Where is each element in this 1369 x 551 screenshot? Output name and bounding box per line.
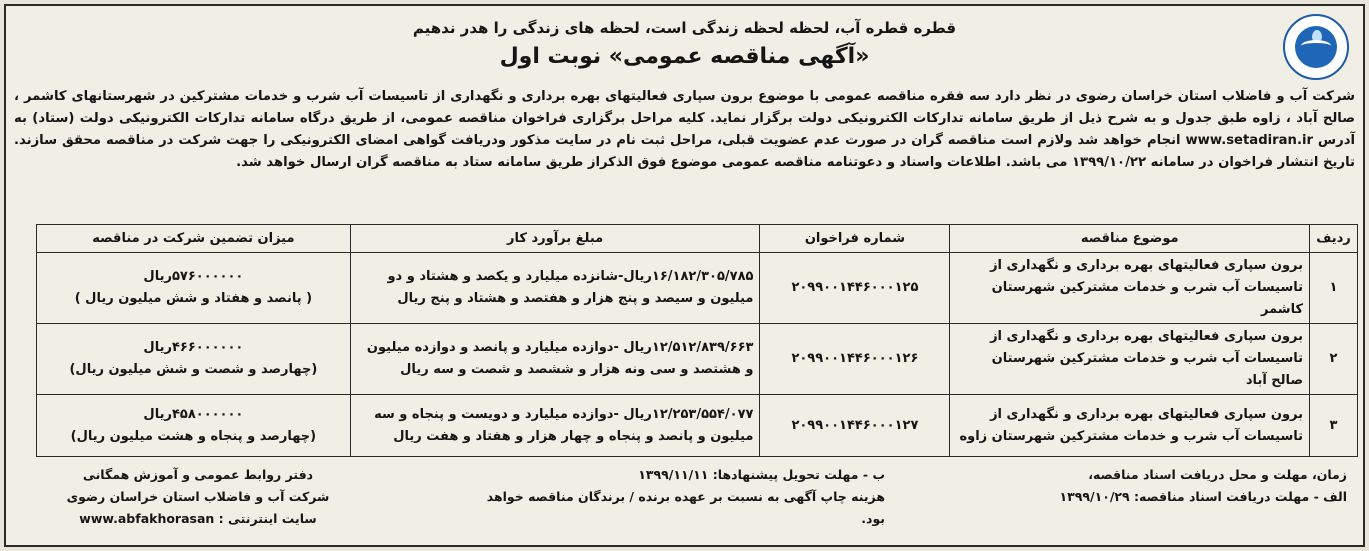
header-idx: ردیف [1310, 225, 1358, 253]
guarantee-amount: ۴۵۸۰۰۰۰۰۰ریال [143, 406, 244, 422]
table-row [37, 395, 1358, 457]
guarantee-words: (چهارصد و پنجاه و هشت میلیون ریال) [70, 428, 317, 444]
row-guarantee [37, 253, 351, 324]
signature-block [18, 464, 378, 530]
office-name: دفتر روابط عمومی و آموزش همگانی [82, 467, 314, 482]
guarantee-words: ( پانصد و هفتاد و شش میلیون ریال ) [74, 291, 313, 306]
notice-title: «آگهی مناقصه عمومی» نوبت اول [499, 44, 870, 69]
header-call-no: شماره فراخوان [760, 225, 950, 253]
row-call-no: ۲۰۹۹۰۰۱۴۴۶۰۰۰۱۲۷ [760, 395, 950, 457]
row-estimate: ۱۲/۵۱۲/۸۳۹/۶۶۳ریال -دوازده میلیارد و پانصد و دوازده میلیون و هشتصد و سی ونه هزار و ششصد و شصت و سه ریال [350, 324, 760, 395]
tender-table [36, 224, 1358, 457]
company-logo [1283, 14, 1349, 80]
logo-wave-icon [1301, 40, 1331, 52]
row-call-no: ۲۰۹۹۰۰۱۴۴۶۰۰۰۱۲۵ [760, 253, 950, 324]
company-name: شرکت آب و فاضلاب استان خراسان رضوی [66, 489, 330, 504]
row-guarantee [37, 324, 351, 395]
header-subject: موضوع مناقصه [950, 225, 1310, 253]
deadline-block [1027, 464, 1347, 508]
submission-block [465, 464, 885, 530]
row-subject: برون سپاری فعالیتهای بهره برداری و نگهداری از تاسیسات آب شرب و خدمات مشترکین شهرستان کاشمر [950, 253, 1310, 324]
deadline-documents: الف - مهلت دریافت اسناد مناقصه: ۱۳۹۹/۱۰/۲۹ [1059, 489, 1347, 504]
row-call-no: ۲۰۹۹۰۰۱۴۴۶۰۰۰۱۲۶ [760, 324, 950, 395]
slogan: قطره قطره آب، لحظه لحظه زندگی است، لحظه های زندگی را هدر ندهیم [412, 19, 957, 37]
guarantee-words: (چهارصد و شصت و شش میلیون ریال) [69, 362, 318, 377]
deadline-proposals: ب - مهلت تحویل پیشنهادها: ۱۳۹۹/۱۱/۱۱ [638, 467, 885, 482]
tender-notice [4, 4, 1365, 547]
row-guarantee [37, 395, 351, 457]
header-guarantee: میزان تضمین شرکت در مناقصه [37, 225, 351, 253]
website-url[interactable]: www.abfakhorasan [79, 511, 215, 526]
row-idx: ۱ [1310, 253, 1358, 324]
row-subject: برون سپاری فعالیتهای بهره برداری و نگهداری از تاسیسات آب شرب و خدمات مشترکین شهرستان زاوه [950, 395, 1310, 457]
notice-footer [14, 464, 1355, 544]
header-estimate: مبلغ برآورد کار [350, 225, 760, 253]
table-row [37, 253, 1358, 324]
website-line [18, 508, 378, 530]
row-idx: ۳ [1310, 395, 1358, 457]
website-label: سایت اینترنتی : [218, 511, 317, 526]
guarantee-amount: ۴۶۶۰۰۰۰۰۰ریال [143, 340, 244, 355]
row-estimate: ۱۲/۲۵۳/۵۵۴/۰۷۷ریال -دوازده میلیارد و دویست و پنجاه و سه میلیون و پانصد و پنجاه و چهار هزار و هفتاد و هفت ریال [350, 395, 760, 457]
guarantee-amount: ۵۷۶۰۰۰۰۰۰ریال [143, 269, 244, 284]
print-cost-note: هزینه چاپ آگهی به نسبت بر عهده برنده / برندگان مناقصه خواهد بود. [486, 489, 885, 526]
notice-header [6, 6, 1363, 78]
table-header-row [37, 225, 1358, 253]
deadline-title: زمان، مهلت و محل دریافت اسناد مناقصه، [1088, 467, 1347, 482]
row-estimate: ۱۶/۱۸۲/۳۰۵/۷۸۵ریال-شانزده میلیارد و یکصد و هشتاد و دو میلیون و سیصد و پنج هزار و هفتصد و هشتاد و پنج ریال [350, 253, 760, 324]
intro-paragraph: شرکت آب و فاضلاب استان خراسان رضوی در نظر دارد سه فقره مناقصه عمومی با موضوع برون سپاری فعالیتهای بهره برداری و نگهداری از تاسیسات آب شرب و خدمات مشترکین در شهرستانهای کاشمر ، صالح آباد ، زاوه طبق جدول و به شرح ذیل از طریق سامانه تدارکات الکترونیکی دولت برگزار نماید. کلیه مراحل برگزاری فراخوان مناقصه عمومی، از طریق درگاه سامانه تدارکات الکترونیکی دولت (ستاد) به آدرس www.setadiran.ir انجام خواهد شد ولازم است مناقصه گران در صورت عدم عضویت قبلی، مراحل ثبت نام در سایت مذکور ودریافت گواهی امضای الکترونیکی را جهت شرکت در مناقصه محقق سازند. تاریخ انتشار فراخوان در سامانه ۱۳۹۹/۱۰/۲۲ می باشد. اطلاعات واسناد و دعوتنامه مناقصه عمومی موضوع فوق الذکراز طریق سامانه ستاد به مناقصه گران ارسال خواهد شد. [14, 89, 1355, 170]
row-idx: ۲ [1310, 324, 1358, 395]
table-row [37, 324, 1358, 395]
row-subject: برون سپاری فعالیتهای بهره برداری و نگهداری از تاسیسات آب شرب و خدمات مشترکین شهرستان صالح آباد [950, 324, 1310, 395]
